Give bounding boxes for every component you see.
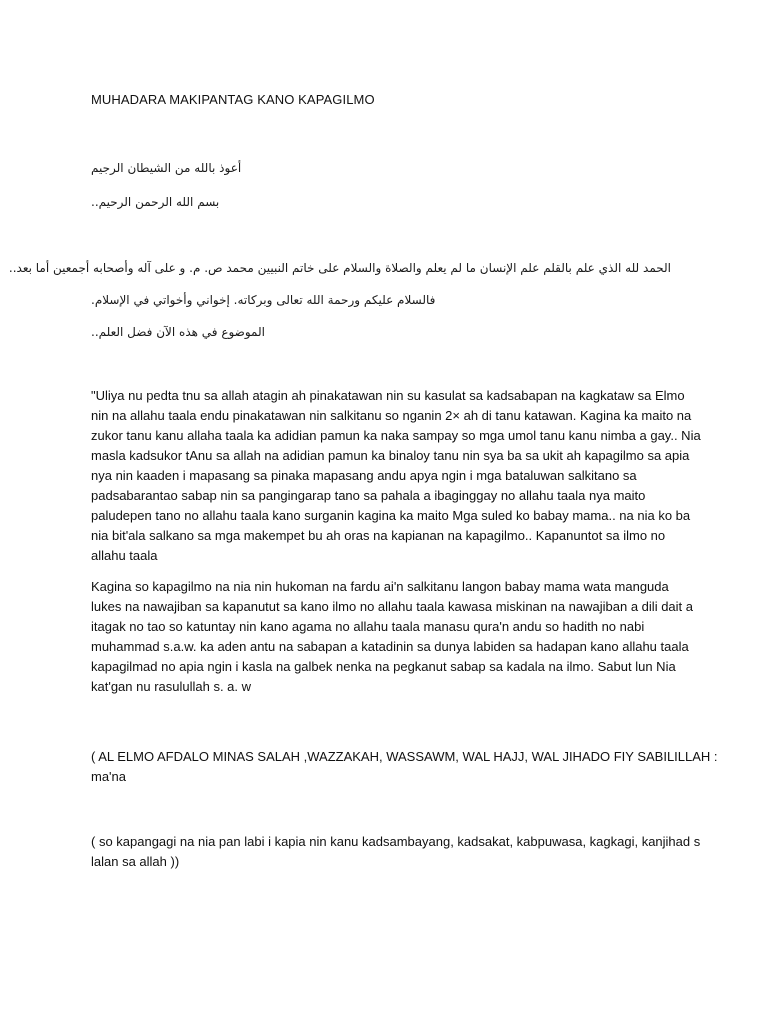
arabic-salam: فالسلام عليكم ورحمة الله تعالى وبركاته. إخواني وأخواتي في الإسلام. xyxy=(91,293,436,307)
paragraph-line: ( so kapangagi na nia pan labi i kapia nin kanu kadsambayang, kadsakat, kabpuwasa, kagkagi, kanjihad s xyxy=(91,834,701,849)
paragraph-line: paludepen tano no allahu taala kano surganin kagina ka maito Mga suled ko babay mama.. na nia ko ba xyxy=(91,508,691,523)
paragraph-line: nya nin kaaden i mapasang sa pinaka mapasang andu apya ngin i mga bataluwan salkitano sa xyxy=(91,468,637,483)
paragraph-line: "Uliya nu pedta tnu sa allah atagin ah pinakatawan nin su kasulat sa kadsabapan na kagkataw sa Elmo xyxy=(91,388,685,403)
arabic-hamdala: الحمد لله الذي علم بالقلم علم الإنسان ما لم يعلم والصلاة والسلام على خاتم النبيين محمد ص. م. و على آله وأصحابه أجمعين أما بعد.. xyxy=(8,261,671,275)
paragraph-1 xyxy=(91,386,701,566)
paragraph-line: masla kadsukor tAnu sa allah na adidian pamun ka binaloy tanu nin sya ba sa ukit ah kapagilmo sa apia xyxy=(91,448,690,463)
paragraph-line: zukor tanu kanu allaha taala ka adidian pamun ka naka sampay so mga umol tanu kanu nimba a gay.. Nia xyxy=(91,428,701,443)
paragraph-line: ma'na xyxy=(91,769,127,784)
paragraph-line: muhammad s.a.w. ka aden antu na sabapan a katadinin sa dunya labiden sa hadapan kano allahu taala xyxy=(91,639,689,654)
arabic-topic: الموضوع في هذه الآن فضل العلم.. xyxy=(91,325,265,339)
paragraph-line: nin na allahu taala endu pinakatawan nin salkitanu so nganin 2× ah di tanu katawan. Kagina ka maito na xyxy=(91,408,692,423)
paragraph-line: lalan sa allah )) xyxy=(91,854,180,869)
paragraph-line: lukes na nawajiban sa kapanutut sa kano ilmo no allahu taala kawasa miskinan na nawajiban a dili dait a xyxy=(91,599,693,614)
arabic-basmala: بسم الله الرحمن الرحيم.. xyxy=(91,195,220,209)
paragraph-line: padsabarantao sabap nin sa pangingarap tano sa pahala a ibaginggay no allahu taala nya maito xyxy=(91,488,646,503)
paragraph-3 xyxy=(91,747,718,787)
paragraph-4 xyxy=(91,832,701,872)
arabic-taawwudh: أعوذ بالله من الشيطان الرجيم xyxy=(91,161,242,175)
paragraph-line: itagak no tao so katuntay nin kano agama no allahu taala manasu qura'n andu so hadith no nabi xyxy=(91,619,645,634)
paragraph-line: nia bit'ala salkano sa mga makempet bu ah oras na kapianan na kapagilmo.. Kapanuntot sa ilmo no xyxy=(91,528,666,543)
paragraph-line: kapagilmad no apia ngin i kasla na galbek nenka na pegkanut sabap sa kadala na ilmo. Sabut lun Nia xyxy=(91,659,676,674)
paragraph-line: Kagina so kapagilmo na nia nin hukoman na fardu ai'n salkitanu langon babay mama wata manguda xyxy=(91,579,669,594)
document-title: MUHADARA MAKIPANTAG KANO KAPAGILMO xyxy=(91,92,375,107)
paragraph-line: kat'gan nu rasulullah s. a. w xyxy=(91,679,252,694)
paragraph-line: allahu taala xyxy=(91,548,158,563)
paragraph-line: ( AL ELMO AFDALO MINAS SALAH ,WAZZAKAH, WASSAWM, WAL HAJJ, WAL JIHADO FIY SABILILLAH : xyxy=(91,749,718,764)
paragraph-2 xyxy=(91,577,693,697)
